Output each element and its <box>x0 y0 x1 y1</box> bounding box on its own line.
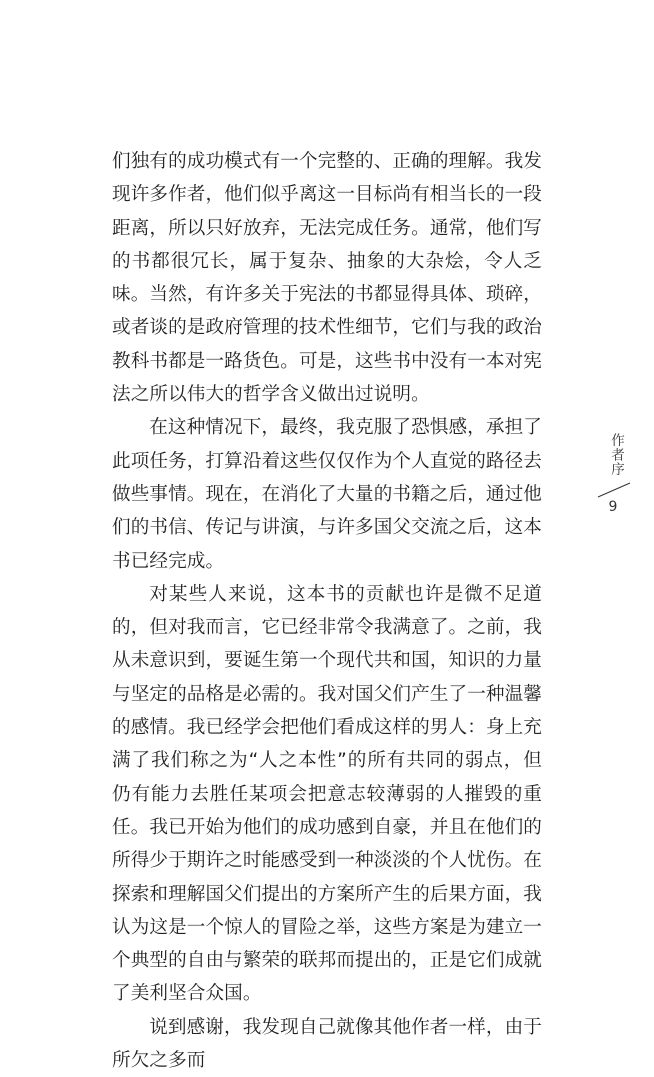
paragraph-4: 说到感谢，我发现自己就像其他作者一样，由于所欠之多而 <box>112 1016 542 1072</box>
page-number: 9 <box>608 499 618 515</box>
section-title: 作者序 <box>608 433 624 477</box>
paragraph-3: 对某些人来说，这本书的贡献也许是微不足道的，但对我而言，它已经非常令我满意了。之前，我从未意识到，要诞生第一个现代共和国，知识的力量与坚定的品格是必需的。我对国父们产生了一种温馨的感情。我已经学会把他们看成这样的男人：身上充满了我们称之为“人之本性”的所有共同的弱点，但仍有能力去胜任某项会把意志较薄弱的人摧毁的重任。我已开始为他们的成功感到自豪，并且在他们的所得少于期许之时能感受到一种淡淡的个人忧伤。在探索和理解国父们提出的方案所产生的后果方面，我认为这是一个惊人的冒险之举，这些方案是为建立一个典型的自由与繁荣的联邦而提出的，正是它们成就了美利坚合众国。 <box>112 583 542 1005</box>
divider-slash <box>594 481 634 499</box>
paragraph-2: 在这种情况下，最终，我克服了恐惧感，承担了此项任务，打算沿着这些仅仅作为个人直觉的路径去做些事情。现在，在消化了大量的书籍之后，通过他们的书信、传记与讲演，与许多国父交流之后，这本书已经完成。 <box>112 417 542 572</box>
running-head <box>590 433 636 523</box>
body-text <box>112 145 542 1077</box>
paragraph-1: 们独有的成功模式有一个完整的、正确的理解。我发现许多作者，他们似乎离这一目标尚有相当长的一段距离，所以只好放弃，无法完成任务。通常，他们写的书都很冗长，属于复杂、抽象的大杂烩，令人乏味。当然，有许多关于宪法的书都显得具体、琐碎，或者谈的是政府管理的技术性细节，它们与我的政治教科书都是一路货色。可是，这些书中没有一本对宪法之所以伟大的哲学含义做出过说明。 <box>112 151 542 406</box>
